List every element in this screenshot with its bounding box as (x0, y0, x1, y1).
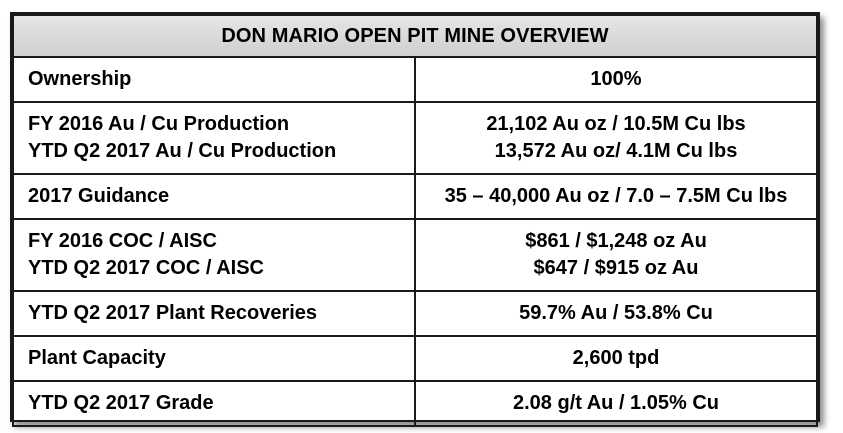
row-label-text: 2017 Guidance (28, 185, 170, 207)
row-value-text: 59.7% Au / 53.8% Cu (519, 302, 713, 324)
row-value-text: 100% (590, 68, 642, 90)
row-label (13, 381, 415, 426)
row-value-text: 35 – 40,000 Au oz / 7.0 – 7.5M Cu lbs (444, 185, 788, 207)
row-value (415, 336, 817, 381)
row-value (415, 102, 817, 174)
row-value (415, 291, 817, 336)
row-value-text: 13,572 Au oz/ 4.1M Cu lbs (494, 140, 738, 162)
table-row-recoveries (13, 291, 817, 336)
row-label (13, 336, 415, 381)
row-value-text: $647 / $915 oz Au (533, 257, 699, 279)
row-value-text: $861 / $1,248 oz Au (525, 230, 707, 252)
table-row-grade (13, 381, 817, 426)
table-row-guidance (13, 174, 817, 219)
table-row-ownership (13, 57, 817, 102)
row-label-text: YTD Q2 2017 COC / AISC (28, 257, 264, 279)
row-label-text: Plant Capacity (28, 347, 166, 369)
row-label-text: YTD Q2 2017 Plant Recoveries (28, 302, 318, 324)
table-row-coc-aisc (13, 219, 817, 291)
table-row-production (13, 102, 817, 174)
row-label-text: FY 2016 COC / AISC (28, 230, 217, 252)
row-label-text: YTD Q2 2017 Grade (28, 392, 214, 414)
table-title: DON MARIO OPEN PIT MINE OVERVIEW (13, 15, 817, 57)
row-label (13, 57, 415, 102)
row-value (415, 57, 817, 102)
row-value (415, 219, 817, 291)
row-label (13, 291, 415, 336)
row-label (13, 102, 415, 174)
row-label (13, 219, 415, 291)
row-value-text: 2.08 g/t Au / 1.05% Cu (513, 392, 719, 414)
row-label (13, 174, 415, 219)
row-value-text: 2,600 tpd (572, 347, 660, 369)
row-label-text: FY 2016 Au / Cu Production (28, 113, 290, 135)
row-value (415, 174, 817, 219)
mine-overview-table (12, 14, 818, 427)
row-value (415, 381, 817, 426)
row-label-text: Ownership (28, 68, 132, 90)
overview-table-container (10, 12, 820, 422)
table-row-capacity (13, 336, 817, 381)
row-label-text: YTD Q2 2017 Au / Cu Production (28, 140, 337, 162)
row-value-text: 21,102 Au oz / 10.5M Cu lbs (486, 113, 746, 135)
